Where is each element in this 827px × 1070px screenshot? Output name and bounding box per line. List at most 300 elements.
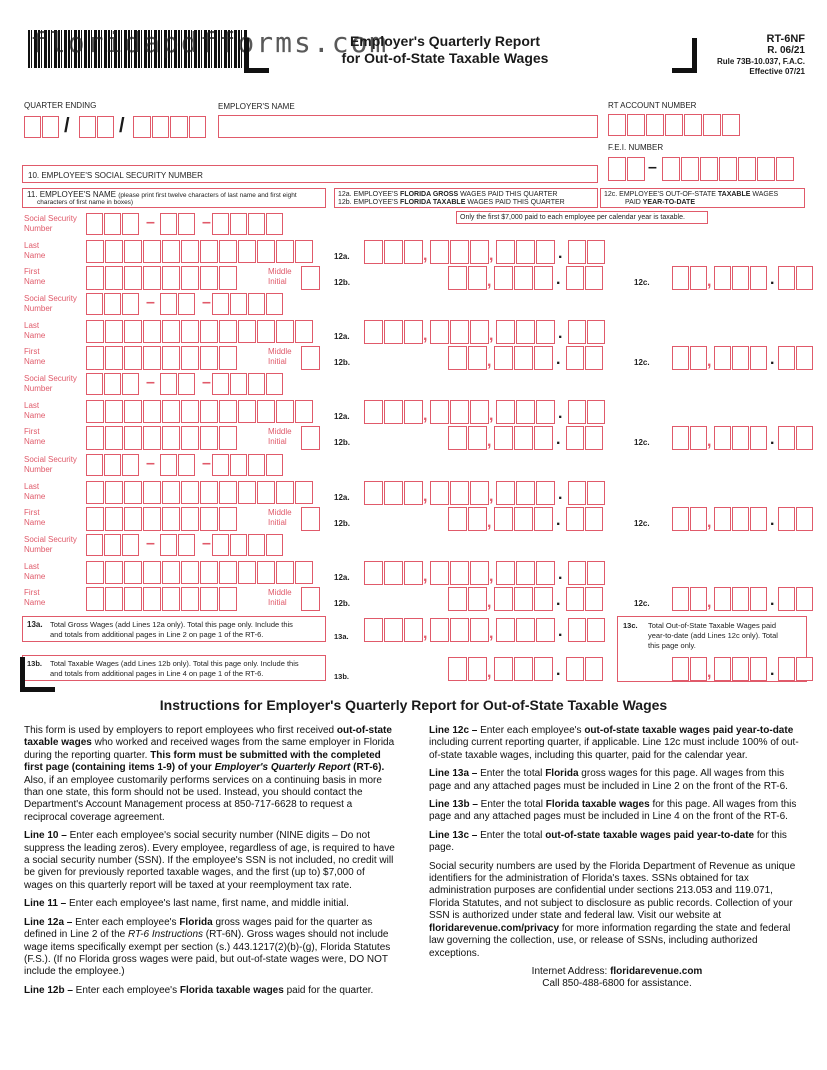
ssn-digit-box[interactable]	[178, 534, 195, 556]
line12b-digit-box[interactable]	[494, 266, 513, 290]
last-name-box[interactable]	[86, 561, 104, 584]
last-name-box[interactable]	[86, 320, 104, 343]
last-name-box[interactable]	[257, 240, 275, 263]
total13b-cents-box[interactable]	[566, 657, 584, 681]
ssn-digit-box[interactable]	[266, 293, 283, 315]
line12a-digit-box[interactable]	[404, 561, 423, 585]
total13a-digit-box[interactable]	[536, 618, 555, 642]
line12a-digit-box[interactable]	[536, 320, 555, 344]
last-name-box[interactable]	[257, 481, 275, 504]
line12a-digit-box[interactable]	[384, 561, 403, 585]
line12a-digit-box[interactable]	[516, 400, 535, 424]
line12a-digit-box[interactable]	[470, 240, 489, 264]
line12a-digit-box[interactable]	[450, 400, 469, 424]
last-name-box[interactable]	[124, 320, 142, 343]
line12b-digit-box[interactable]	[468, 507, 487, 531]
total13b-digit-box[interactable]	[514, 657, 533, 681]
first-name-box[interactable]	[181, 266, 199, 290]
line12c-digit-box[interactable]	[750, 507, 767, 531]
line12a-digit-box[interactable]	[450, 240, 469, 264]
line12a-digit-box[interactable]	[364, 481, 383, 505]
line12c-cents-box[interactable]	[778, 426, 795, 450]
last-name-box[interactable]	[200, 561, 218, 584]
ssn-digit-box[interactable]	[86, 454, 103, 476]
ssn-digit-box[interactable]	[160, 373, 177, 395]
website-link[interactable]: floridarevenue.com	[610, 965, 703, 977]
ssn-digit-box[interactable]	[266, 373, 283, 395]
last-name-box[interactable]	[276, 240, 294, 263]
total13a-digit-box[interactable]	[364, 618, 383, 642]
line12b-digit-box[interactable]	[468, 587, 487, 611]
line12a-digit-box[interactable]	[536, 481, 555, 505]
quarter-year-box[interactable]	[152, 116, 170, 138]
first-name-box[interactable]	[181, 507, 199, 531]
last-name-box[interactable]	[219, 561, 237, 584]
total13a-cents-box[interactable]	[587, 618, 605, 642]
ssn-digit-box[interactable]	[178, 293, 195, 315]
ssn-digit-box[interactable]	[248, 213, 265, 235]
total13c-digit-box[interactable]	[690, 657, 707, 681]
line12c-digit-box[interactable]	[690, 266, 707, 290]
last-name-box[interactable]	[124, 240, 142, 263]
middle-initial-box[interactable]	[301, 426, 320, 450]
line12b-digit-box[interactable]	[514, 587, 533, 611]
last-name-box[interactable]	[219, 400, 237, 423]
first-name-box[interactable]	[124, 426, 142, 450]
line12c-digit-box[interactable]	[732, 587, 749, 611]
line12b-cents-box[interactable]	[566, 426, 584, 450]
ssn-digit-box[interactable]	[104, 373, 121, 395]
line12b-cents-box[interactable]	[585, 426, 603, 450]
line12a-digit-box[interactable]	[470, 320, 489, 344]
total13b-digit-box[interactable]	[494, 657, 513, 681]
first-name-box[interactable]	[86, 346, 104, 370]
first-name-box[interactable]	[105, 587, 123, 611]
line12c-digit-box[interactable]	[750, 346, 767, 370]
line12a-digit-box[interactable]	[496, 561, 515, 585]
ssn-digit-box[interactable]	[122, 454, 139, 476]
ssn-digit-box[interactable]	[104, 293, 121, 315]
line12a-digit-box[interactable]	[364, 240, 383, 264]
line12a-digit-box[interactable]	[430, 320, 449, 344]
line12a-digit-box[interactable]	[516, 320, 535, 344]
first-name-box[interactable]	[124, 507, 142, 531]
line12c-cents-box[interactable]	[796, 266, 813, 290]
last-name-box[interactable]	[295, 561, 313, 584]
line12b-digit-box[interactable]	[514, 426, 533, 450]
first-name-box[interactable]	[143, 507, 161, 531]
line12c-digit-box[interactable]	[750, 587, 767, 611]
total13c-cents-box[interactable]	[796, 657, 813, 681]
first-name-box[interactable]	[200, 266, 218, 290]
ssn-digit-box[interactable]	[160, 293, 177, 315]
line12c-digit-box[interactable]	[714, 587, 731, 611]
ssn-digit-box[interactable]	[212, 373, 229, 395]
line12c-digit-box[interactable]	[672, 426, 689, 450]
ssn-digit-box[interactable]	[104, 534, 121, 556]
quarter-year-box[interactable]	[189, 116, 207, 138]
line12c-digit-box[interactable]	[690, 346, 707, 370]
line12a-digit-box[interactable]	[450, 481, 469, 505]
quarter-year-box[interactable]	[170, 116, 188, 138]
total13c-digit-box[interactable]	[750, 657, 767, 681]
first-name-box[interactable]	[105, 426, 123, 450]
first-name-box[interactable]	[86, 266, 104, 290]
rt-account-digit-box[interactable]	[722, 114, 740, 136]
ssn-digit-box[interactable]	[86, 373, 103, 395]
last-name-box[interactable]	[143, 481, 161, 504]
line12b-digit-box[interactable]	[534, 346, 553, 370]
line12a-digit-box[interactable]	[496, 400, 515, 424]
line12c-digit-box[interactable]	[690, 587, 707, 611]
last-name-box[interactable]	[86, 400, 104, 423]
ssn-digit-box[interactable]	[230, 373, 247, 395]
first-name-box[interactable]	[124, 587, 142, 611]
fei-digit-box[interactable]	[757, 157, 775, 181]
line12c-digit-box[interactable]	[672, 587, 689, 611]
last-name-box[interactable]	[200, 240, 218, 263]
line12c-cents-box[interactable]	[778, 587, 795, 611]
first-name-box[interactable]	[86, 587, 104, 611]
line12a-digit-box[interactable]	[496, 481, 515, 505]
first-name-box[interactable]	[105, 507, 123, 531]
total13c-digit-box[interactable]	[714, 657, 731, 681]
first-name-box[interactable]	[162, 426, 180, 450]
total13b-digit-box[interactable]	[468, 657, 487, 681]
last-name-box[interactable]	[162, 400, 180, 423]
first-name-box[interactable]	[143, 346, 161, 370]
line12c-digit-box[interactable]	[672, 266, 689, 290]
line12c-digit-box[interactable]	[750, 426, 767, 450]
last-name-box[interactable]	[238, 240, 256, 263]
first-name-box[interactable]	[181, 426, 199, 450]
ssn-digit-box[interactable]	[160, 213, 177, 235]
last-name-box[interactable]	[86, 481, 104, 504]
line12a-digit-box[interactable]	[470, 561, 489, 585]
first-name-box[interactable]	[181, 587, 199, 611]
first-name-box[interactable]	[162, 507, 180, 531]
ssn-digit-box[interactable]	[248, 454, 265, 476]
last-name-box[interactable]	[295, 400, 313, 423]
last-name-box[interactable]	[238, 561, 256, 584]
last-name-box[interactable]	[124, 481, 142, 504]
ssn-digit-box[interactable]	[104, 454, 121, 476]
last-name-box[interactable]	[219, 481, 237, 504]
fei-digit-box[interactable]	[738, 157, 756, 181]
ssn-digit-box[interactable]	[122, 534, 139, 556]
last-name-box[interactable]	[105, 320, 123, 343]
line12b-digit-box[interactable]	[514, 507, 533, 531]
ssn-digit-box[interactable]	[266, 454, 283, 476]
rt-account-digit-box[interactable]	[703, 114, 721, 136]
line12a-digit-box[interactable]	[364, 320, 383, 344]
line12a-digit-box[interactable]	[384, 320, 403, 344]
line12a-digit-box[interactable]	[470, 481, 489, 505]
last-name-box[interactable]	[257, 561, 275, 584]
line12a-digit-box[interactable]	[404, 481, 423, 505]
ssn-digit-box[interactable]	[160, 454, 177, 476]
line12a-cents-box[interactable]	[587, 400, 605, 424]
ssn-digit-box[interactable]	[160, 534, 177, 556]
ssn-digit-box[interactable]	[178, 373, 195, 395]
line12a-cents-box[interactable]	[568, 481, 586, 505]
rt-account-digit-box[interactable]	[684, 114, 702, 136]
line12b-cents-box[interactable]	[566, 587, 584, 611]
last-name-box[interactable]	[238, 320, 256, 343]
line12b-digit-box[interactable]	[494, 346, 513, 370]
first-name-box[interactable]	[219, 266, 237, 290]
line12a-digit-box[interactable]	[496, 320, 515, 344]
line12a-digit-box[interactable]	[404, 320, 423, 344]
line12c-digit-box[interactable]	[714, 426, 731, 450]
first-name-box[interactable]	[200, 426, 218, 450]
line12a-digit-box[interactable]	[450, 561, 469, 585]
line12b-cents-box[interactable]	[585, 346, 603, 370]
ssn-digit-box[interactable]	[178, 454, 195, 476]
line12a-cents-box[interactable]	[568, 561, 586, 585]
rt-account-digit-box[interactable]	[665, 114, 683, 136]
line12c-digit-box[interactable]	[714, 346, 731, 370]
total13a-cents-box[interactable]	[568, 618, 586, 642]
quarter-month-box[interactable]	[24, 116, 41, 138]
ssn-digit-box[interactable]	[266, 213, 283, 235]
last-name-box[interactable]	[238, 400, 256, 423]
ssn-digit-box[interactable]	[212, 534, 229, 556]
line12a-digit-box[interactable]	[516, 561, 535, 585]
line12a-digit-box[interactable]	[404, 400, 423, 424]
fei-digit-box[interactable]	[681, 157, 699, 181]
last-name-box[interactable]	[257, 400, 275, 423]
last-name-box[interactable]	[124, 561, 142, 584]
line12a-digit-box[interactable]	[536, 240, 555, 264]
fei-digit-box[interactable]	[662, 157, 680, 181]
line12b-cents-box[interactable]	[566, 507, 584, 531]
last-name-box[interactable]	[105, 481, 123, 504]
ssn-digit-box[interactable]	[122, 213, 139, 235]
ssn-digit-box[interactable]	[230, 534, 247, 556]
middle-initial-box[interactable]	[301, 266, 320, 290]
ssn-digit-box[interactable]	[122, 373, 139, 395]
last-name-box[interactable]	[143, 240, 161, 263]
first-name-box[interactable]	[219, 587, 237, 611]
fei-digit-box[interactable]	[627, 157, 645, 181]
last-name-box[interactable]	[181, 481, 199, 504]
line12c-digit-box[interactable]	[690, 426, 707, 450]
line12c-digit-box[interactable]	[732, 426, 749, 450]
line12a-digit-box[interactable]	[536, 561, 555, 585]
line12b-digit-box[interactable]	[448, 346, 467, 370]
first-name-box[interactable]	[143, 587, 161, 611]
last-name-box[interactable]	[105, 400, 123, 423]
total13b-digit-box[interactable]	[448, 657, 467, 681]
total13a-digit-box[interactable]	[384, 618, 403, 642]
first-name-box[interactable]	[143, 266, 161, 290]
line12c-digit-box[interactable]	[732, 346, 749, 370]
last-name-box[interactable]	[143, 561, 161, 584]
first-name-box[interactable]	[219, 346, 237, 370]
line12b-digit-box[interactable]	[468, 426, 487, 450]
line12a-cents-box[interactable]	[568, 320, 586, 344]
line12b-digit-box[interactable]	[534, 587, 553, 611]
last-name-box[interactable]	[105, 240, 123, 263]
line12a-digit-box[interactable]	[430, 561, 449, 585]
ssn-digit-box[interactable]	[122, 293, 139, 315]
total13a-digit-box[interactable]	[496, 618, 515, 642]
quarter-month-box[interactable]	[42, 116, 59, 138]
total13a-digit-box[interactable]	[450, 618, 469, 642]
ssn-digit-box[interactable]	[230, 213, 247, 235]
line12c-digit-box[interactable]	[750, 266, 767, 290]
total13c-digit-box[interactable]	[672, 657, 689, 681]
quarter-day-box[interactable]	[97, 116, 114, 138]
privacy-link[interactable]: floridarevenue.com/privacy	[429, 922, 560, 934]
line12a-cents-box[interactable]	[587, 240, 605, 264]
total13b-cents-box[interactable]	[585, 657, 603, 681]
last-name-box[interactable]	[200, 400, 218, 423]
line12b-digit-box[interactable]	[494, 587, 513, 611]
ssn-digit-box[interactable]	[230, 293, 247, 315]
total13b-digit-box[interactable]	[534, 657, 553, 681]
total13a-digit-box[interactable]	[470, 618, 489, 642]
line12b-digit-box[interactable]	[534, 426, 553, 450]
first-name-box[interactable]	[162, 587, 180, 611]
line12a-digit-box[interactable]	[430, 240, 449, 264]
line12c-cents-box[interactable]	[778, 507, 795, 531]
first-name-box[interactable]	[200, 587, 218, 611]
first-name-box[interactable]	[162, 266, 180, 290]
last-name-box[interactable]	[162, 320, 180, 343]
line12a-digit-box[interactable]	[384, 240, 403, 264]
quarter-day-box[interactable]	[79, 116, 96, 138]
last-name-box[interactable]	[143, 400, 161, 423]
last-name-box[interactable]	[143, 320, 161, 343]
ssn-digit-box[interactable]	[178, 213, 195, 235]
rt-account-digit-box[interactable]	[627, 114, 645, 136]
line12a-cents-box[interactable]	[568, 400, 586, 424]
ssn-digit-box[interactable]	[86, 213, 103, 235]
last-name-box[interactable]	[276, 320, 294, 343]
first-name-box[interactable]	[105, 266, 123, 290]
line12c-digit-box[interactable]	[690, 507, 707, 531]
line12c-cents-box[interactable]	[796, 507, 813, 531]
line12b-cents-box[interactable]	[566, 346, 584, 370]
total13a-digit-box[interactable]	[404, 618, 423, 642]
line12b-digit-box[interactable]	[534, 266, 553, 290]
first-name-box[interactable]	[219, 426, 237, 450]
quarter-year-box[interactable]	[133, 116, 151, 138]
line12a-cents-box[interactable]	[587, 561, 605, 585]
line12a-digit-box[interactable]	[384, 481, 403, 505]
first-name-box[interactable]	[143, 426, 161, 450]
first-name-box[interactable]	[162, 346, 180, 370]
ssn-digit-box[interactable]	[248, 373, 265, 395]
line12a-digit-box[interactable]	[364, 561, 383, 585]
line12a-digit-box[interactable]	[404, 240, 423, 264]
line12a-digit-box[interactable]	[384, 400, 403, 424]
ssn-digit-box[interactable]	[86, 293, 103, 315]
line12c-cents-box[interactable]	[778, 266, 795, 290]
middle-initial-box[interactable]	[301, 346, 320, 370]
last-name-box[interactable]	[257, 320, 275, 343]
ssn-digit-box[interactable]	[212, 293, 229, 315]
last-name-box[interactable]	[162, 561, 180, 584]
line12a-digit-box[interactable]	[516, 240, 535, 264]
last-name-box[interactable]	[162, 481, 180, 504]
ssn-digit-box[interactable]	[266, 534, 283, 556]
total13c-digit-box[interactable]	[732, 657, 749, 681]
last-name-box[interactable]	[181, 240, 199, 263]
line12c-cents-box[interactable]	[796, 426, 813, 450]
last-name-box[interactable]	[276, 481, 294, 504]
fei-digit-box[interactable]	[776, 157, 794, 181]
line12b-digit-box[interactable]	[468, 266, 487, 290]
rt-account-digit-box[interactable]	[646, 114, 664, 136]
line12b-digit-box[interactable]	[494, 426, 513, 450]
line12c-digit-box[interactable]	[714, 507, 731, 531]
last-name-box[interactable]	[238, 481, 256, 504]
fei-digit-box[interactable]	[700, 157, 718, 181]
line12a-digit-box[interactable]	[536, 400, 555, 424]
last-name-box[interactable]	[124, 400, 142, 423]
fei-digit-box[interactable]	[719, 157, 737, 181]
last-name-box[interactable]	[295, 320, 313, 343]
first-name-box[interactable]	[124, 346, 142, 370]
first-name-box[interactable]	[200, 346, 218, 370]
ssn-digit-box[interactable]	[230, 454, 247, 476]
last-name-box[interactable]	[86, 240, 104, 263]
last-name-box[interactable]	[105, 561, 123, 584]
last-name-box[interactable]	[219, 320, 237, 343]
total13a-digit-box[interactable]	[430, 618, 449, 642]
line12a-digit-box[interactable]	[430, 400, 449, 424]
line12b-digit-box[interactable]	[534, 507, 553, 531]
last-name-box[interactable]	[181, 400, 199, 423]
first-name-box[interactable]	[124, 266, 142, 290]
ssn-digit-box[interactable]	[248, 293, 265, 315]
line12b-cents-box[interactable]	[585, 266, 603, 290]
ssn-digit-box[interactable]	[212, 213, 229, 235]
line12a-digit-box[interactable]	[364, 400, 383, 424]
line12b-digit-box[interactable]	[448, 507, 467, 531]
ssn-digit-box[interactable]	[86, 534, 103, 556]
total13a-digit-box[interactable]	[516, 618, 535, 642]
line12b-digit-box[interactable]	[514, 266, 533, 290]
last-name-box[interactable]	[181, 561, 199, 584]
last-name-box[interactable]	[295, 240, 313, 263]
line12b-digit-box[interactable]	[468, 346, 487, 370]
line12c-digit-box[interactable]	[672, 346, 689, 370]
last-name-box[interactable]	[295, 481, 313, 504]
last-name-box[interactable]	[276, 400, 294, 423]
fei-digit-box[interactable]	[608, 157, 626, 181]
first-name-box[interactable]	[200, 507, 218, 531]
last-name-box[interactable]	[219, 240, 237, 263]
line12c-digit-box[interactable]	[672, 507, 689, 531]
middle-initial-box[interactable]	[301, 507, 320, 531]
middle-initial-box[interactable]	[301, 587, 320, 611]
line12b-cents-box[interactable]	[566, 266, 584, 290]
line12b-digit-box[interactable]	[448, 587, 467, 611]
first-name-box[interactable]	[86, 507, 104, 531]
last-name-box[interactable]	[276, 561, 294, 584]
line12b-digit-box[interactable]	[448, 266, 467, 290]
last-name-box[interactable]	[200, 481, 218, 504]
line12b-digit-box[interactable]	[494, 507, 513, 531]
total13c-cents-box[interactable]	[778, 657, 795, 681]
first-name-box[interactable]	[181, 346, 199, 370]
line12a-cents-box[interactable]	[587, 320, 605, 344]
line12b-digit-box[interactable]	[514, 346, 533, 370]
